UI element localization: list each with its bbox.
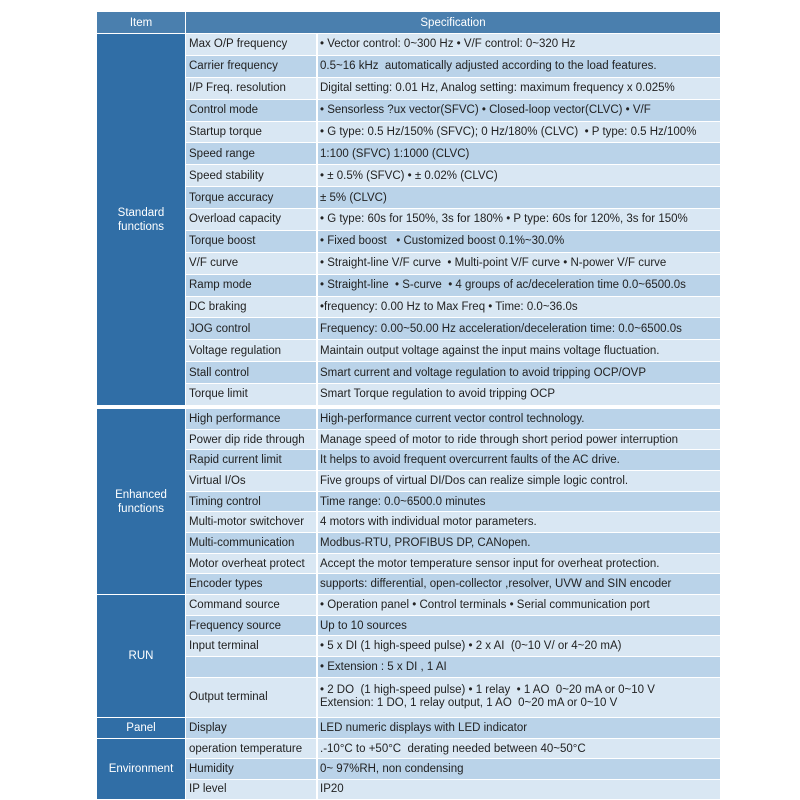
group-rows: [186, 595, 720, 717]
item-name: JOG control: [186, 318, 316, 339]
spec-value: Smart current and voltage regulation to avoid tripping OCP/OVP: [318, 362, 720, 383]
spec-value: Digital setting: 0.01 Hz, Analog setting: maximum frequency x 0.025%: [318, 78, 720, 99]
spec-value: Maintain output voltage against the input mains voltage fluctuation.: [318, 340, 720, 361]
spec-value: supports: differential, open-collector ,resolver, UVW and SIN encoder: [318, 574, 720, 594]
row-stall-control: [186, 362, 720, 383]
group-rows: [186, 718, 720, 738]
group-run: [97, 595, 720, 717]
header-specification-label: Specification: [186, 12, 720, 33]
item-name: Humidity: [186, 759, 316, 778]
item-name: Power dip ride through: [186, 430, 316, 450]
row-high-performance: [186, 409, 720, 429]
item-name: Output terminal: [186, 678, 316, 717]
spec-value: .-10°C to +50°C derating needed between 40~50°C: [318, 739, 720, 758]
spec-value: • Sensorless ?ux vector(SFVC) • Closed-loop vector(CLVC) • V/F: [318, 100, 720, 121]
item-name: Multi-motor switchover: [186, 512, 316, 532]
group-rows: [186, 409, 720, 594]
group-label: Standard functions: [97, 34, 185, 405]
spec-value: 1:100 (SFVC) 1:1000 (CLVC): [318, 143, 720, 164]
row-output-terminal: [186, 678, 720, 717]
item-name: Multi-communication: [186, 533, 316, 553]
spec-value: Smart Torque regulation to avoid tripping OCP: [318, 384, 720, 405]
spec-value: •frequency: 0.00 Hz to Max Freq • Time: 0.0~36.0s: [318, 297, 720, 318]
row-torque-boost: [186, 231, 720, 252]
item-name: Display: [186, 718, 316, 738]
row-display: [186, 718, 720, 738]
row-input-terminal: [186, 636, 720, 656]
table-header: [97, 12, 720, 33]
item-name: Torque boost: [186, 231, 316, 252]
row-power-dip-ride-through: [186, 430, 720, 450]
spec-value: ± 5% (CLVC): [318, 187, 720, 208]
row-carrier-frequency: [186, 56, 720, 77]
row-startup-torque: [186, 122, 720, 143]
spec-value: • ± 0.5% (SFVC) • ± 0.02% (CLVC): [318, 165, 720, 186]
item-name: Rapid current limit: [186, 450, 316, 470]
item-name-empty: [186, 657, 316, 677]
item-name: I/P Freq. resolution: [186, 78, 316, 99]
item-name: Speed stability: [186, 165, 316, 186]
row-encoder-types: [186, 574, 720, 594]
row-speed-stability: [186, 165, 720, 186]
row-timing-control: [186, 492, 720, 512]
spec-value: [318, 678, 720, 717]
spec-value: • Vector control: 0~300 Hz • V/F control: 0~320 Hz: [318, 34, 720, 55]
row-speed-range: [186, 143, 720, 164]
group-label: Enhanced functions: [97, 409, 185, 594]
item-name: Virtual I/Os: [186, 471, 316, 491]
group-environment: [97, 739, 720, 799]
spec-value: It helps to avoid frequent overcurrent faults of the AC drive.: [318, 450, 720, 470]
group-panel: [97, 718, 720, 738]
row-input-terminal-extension: [186, 657, 720, 677]
spec-value: • Straight-line V/F curve • Multi-point V/F curve • N-power V/F curve: [318, 253, 720, 274]
spec-value: Accept the motor temperature sensor input for overheat protection.: [318, 554, 720, 574]
group-standard-functions: [97, 34, 720, 405]
item-name: Command source: [186, 595, 316, 615]
item-name: Motor overheat protect: [186, 554, 316, 574]
item-name: operation temperature: [186, 739, 316, 758]
item-name: Startup torque: [186, 122, 316, 143]
group-enhanced-functions: [97, 409, 720, 594]
row-dc-braking: [186, 297, 720, 318]
group-rows: [186, 34, 720, 405]
row-torque-accuracy: [186, 187, 720, 208]
row-humidity: [186, 759, 720, 778]
row-rapid-current-limit: [186, 450, 720, 470]
row-multi-communication: [186, 533, 720, 553]
spec-value: Up to 10 sources: [318, 616, 720, 636]
spec-line: Extension: 1 DO, 1 relay output, 1 AO 0~20 mA or 0~10 V: [320, 697, 618, 710]
row-virtual-ios: [186, 471, 720, 491]
spec-value: • Fixed boost • Customized boost 0.1%~30.0%: [318, 231, 720, 252]
row-vf-curve: [186, 253, 720, 274]
item-name: Stall control: [186, 362, 316, 383]
row-ramp-mode: [186, 275, 720, 296]
item-name: Torque limit: [186, 384, 316, 405]
item-name: Control mode: [186, 100, 316, 121]
item-name: Max O/P frequency: [186, 34, 316, 55]
spec-value: 0~ 97%RH, non condensing: [318, 759, 720, 778]
item-name: High performance: [186, 409, 316, 429]
item-name: Voltage regulation: [186, 340, 316, 361]
spec-value: • Operation panel • Control terminals • Serial communication port: [318, 595, 720, 615]
item-name: IP level: [186, 780, 316, 799]
spec-value: • G type: 60s for 150%, 3s for 180% • P type: 60s for 120%, 3s for 150%: [318, 209, 720, 230]
row-jog-control: [186, 318, 720, 339]
spec-value: Manage speed of motor to ride through short period power interruption: [318, 430, 720, 450]
row-frequency-source: [186, 616, 720, 636]
item-name: Timing control: [186, 492, 316, 512]
row-torque-limit: [186, 384, 720, 405]
spec-value: IP20: [318, 780, 720, 799]
header-item-label: Item: [97, 12, 185, 33]
spec-value: 4 motors with individual motor parameters.: [318, 512, 720, 532]
row-operation-temperature: [186, 739, 720, 758]
row-ip-freq-resolution: [186, 78, 720, 99]
spec-value: • Straight-line • S-curve • 4 groups of ac/deceleration time 0.0~6500.0s: [318, 275, 720, 296]
row-ip-level: [186, 780, 720, 799]
row-command-source: [186, 595, 720, 615]
item-name: Input terminal: [186, 636, 316, 656]
group-label: Panel: [97, 718, 185, 738]
spec-value: Frequency: 0.00~50.00 Hz acceleration/deceleration time: 0.0~6500.0s: [318, 318, 720, 339]
row-voltage-regulation: [186, 340, 720, 361]
spec-value: Time range: 0.0~6500.0 minutes: [318, 492, 720, 512]
spec-value: Modbus-RTU, PROFIBUS DP, CANopen.: [318, 533, 720, 553]
spec-value: • G type: 0.5 Hz/150% (SFVC); 0 Hz/180% (CLVC) • P type: 0.5 Hz/100%: [318, 122, 720, 143]
item-name: Overload capacity: [186, 209, 316, 230]
spec-line: • 2 DO (1 high-speed pulse) • 1 relay • 1 AO 0~20 mA or 0~10 V: [320, 684, 655, 697]
item-name: Carrier frequency: [186, 56, 316, 77]
spec-value: LED numeric displays with LED indicator: [318, 718, 720, 738]
spec-value: High-performance current vector control technology.: [318, 409, 720, 429]
row-max-op-frequency: [186, 34, 720, 55]
row-multi-motor-switchover: [186, 512, 720, 532]
row-control-mode: [186, 100, 720, 121]
group-label: RUN: [97, 595, 185, 717]
item-name: Encoder types: [186, 574, 316, 594]
item-name: Ramp mode: [186, 275, 316, 296]
item-name: Torque accuracy: [186, 187, 316, 208]
group-rows: [186, 739, 720, 799]
item-name: V/F curve: [186, 253, 316, 274]
spec-value: 0.5~16 kHz automatically adjusted according to the load features.: [318, 56, 720, 77]
item-name: Speed range: [186, 143, 316, 164]
row-overload-capacity: [186, 209, 720, 230]
spec-value: Five groups of virtual DI/Dos can realize simple logic control.: [318, 471, 720, 491]
group-label: Environment: [97, 739, 185, 799]
spec-value: • 5 x DI (1 high-speed pulse) • 2 x AI (0~10 V/ or 4~20 mA): [318, 636, 720, 656]
item-name: Frequency source: [186, 616, 316, 636]
row-motor-overheat-protect: [186, 554, 720, 574]
spec-value: • Extension : 5 x DI , 1 AI: [318, 657, 720, 677]
item-name: DC braking: [186, 297, 316, 318]
